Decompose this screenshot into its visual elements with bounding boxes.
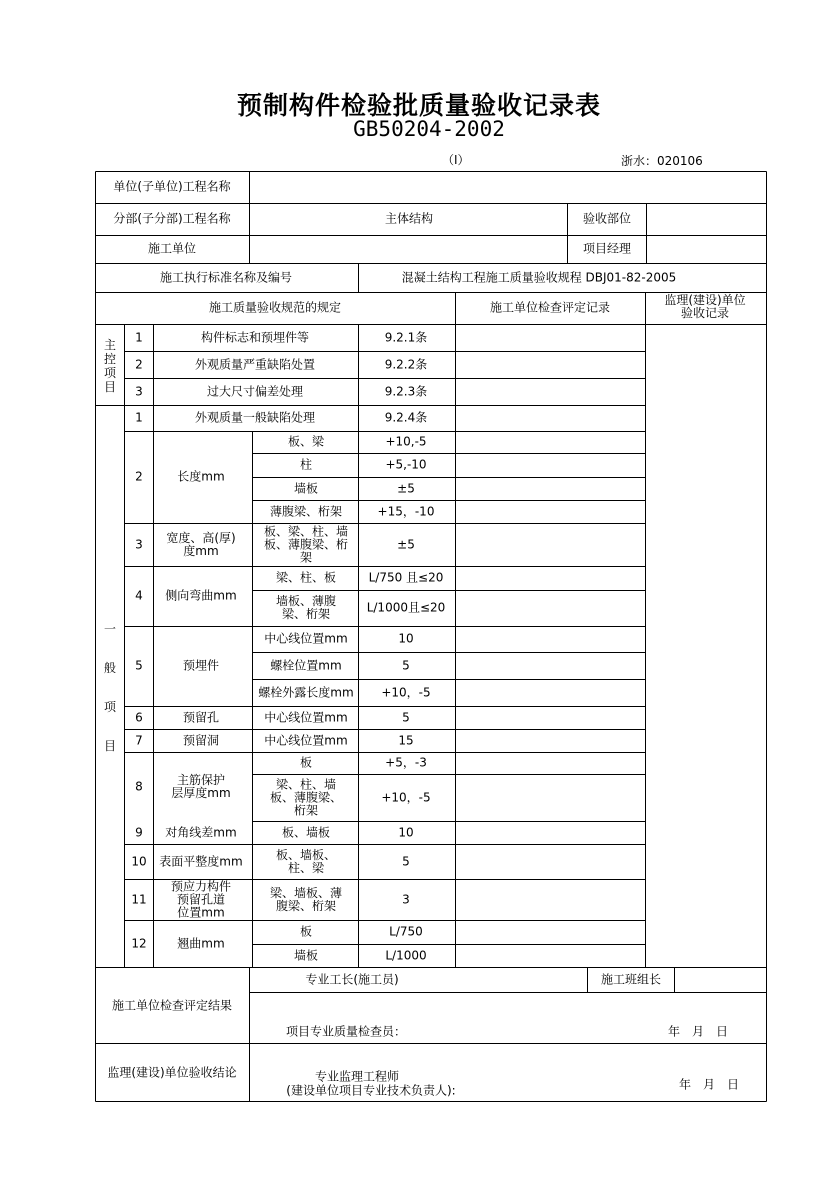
general-sub-item: 柱 [299,457,313,472]
general-item: 外观质量一般缺陷处理 [194,410,316,425]
general-item: 长度mm [177,469,225,484]
general-no: 4 [135,588,143,603]
general-no: 2 [135,469,143,484]
main-item: 过大尺寸偏差处理 [206,384,304,399]
team-leader-label: 施工班组长 [600,972,662,987]
general-item: 宽度、高(厚) 度mm [166,530,236,558]
general-no: 1 [135,410,143,425]
general-tolerance: ±5 [397,481,415,495]
sub-project-label: 分部(子分部)工程名称 [113,211,231,226]
main-no: 2 [135,357,143,372]
accept-part-label: 验收部位 [582,211,632,226]
volume-mark: （Ⅰ） [442,153,470,167]
date-2: 年 月 日 [679,1077,740,1092]
general-sub-item: 螺栓外露长度mm [258,685,354,699]
general-tolerance: 5 [402,710,410,724]
supervise-header: 监理(建设)单位 验收记录 [664,293,746,320]
standard-label: 施工执行标准名称及编号 [159,270,293,285]
general-sub-item: 薄腹梁、桁架 [269,504,343,518]
inspector-label: 项目专业质量检查员： [286,1024,407,1039]
general-item: 对角线差mm [165,825,237,839]
general-tolerance: 15 [398,733,414,747]
general-no: 5 [135,658,143,673]
project-manager-label: 项目经理 [582,241,632,256]
general-no: 11 [131,892,147,906]
check-header: 施工单位检查评定记录 [489,300,611,315]
general-no: 10 [131,854,147,868]
general-item: 主筋保护 层厚度mm [171,772,231,800]
general-item: 预留孔 [182,710,220,724]
general-sub-item: 梁、柱、墙 板、薄腹梁、 桁架 [269,777,343,817]
general-tolerance: 5 [402,658,410,672]
general-sub-item: 中心线位置mm [264,733,348,747]
general-no: 12 [131,936,147,950]
general-sub-item: 板 [299,755,313,770]
check-result-label: 施工单位检查评定结果 [111,998,233,1013]
main-ref: 9.2.3条 [384,384,428,399]
general-sub-item: 板、梁 [287,434,325,449]
main-ref: 9.2.1条 [384,330,428,345]
general-tolerance: +5，-3 [385,755,427,770]
spec-header: 施工质量验收规范的规定 [208,300,342,315]
general-item: 表面平整度mm [159,854,243,868]
main-items-label: 主控项目 [103,338,116,394]
general-tolerance: 10 [398,825,414,839]
main-no: 1 [135,330,143,345]
general-sub-item: 中心线位置mm [264,710,348,724]
general-no: 9 [135,825,143,839]
general-sub-item: 梁、柱、板 [275,570,337,585]
general-tolerance: ±5 [397,537,415,551]
general-sub-item: 墙板 [293,481,319,495]
main-item: 外观质量严重缺陷处置 [194,357,316,372]
general-no: 7 [135,733,143,747]
standard-code: GB50204-2002 [353,117,505,141]
general-sub-item: 板、墙板 [281,825,331,839]
general-tolerance: +10，-5 [381,685,431,699]
general-item: 翘曲mm [177,936,225,950]
supervise-conclusion-label: 监理(建设)单位验收结论 [107,1065,237,1080]
general-tolerance: 5 [402,854,410,868]
general-tolerance: L/750 [389,924,423,939]
general-item: 预留洞 [182,733,220,747]
general-tolerance: +15，-10 [377,504,435,518]
form-code: 浙水：020106 [621,154,703,168]
general-no: 6 [135,710,143,724]
main-item: 构件标志和预埋件等 [200,330,310,345]
general-tolerance: 10 [398,631,414,646]
form-title: 预制构件检验批质量验收记录表 [236,91,601,120]
sub-project-value: 主体结构 [384,211,434,226]
date-1: 年 月 日 [668,1024,729,1039]
main-no: 3 [135,384,143,399]
general-item: 预埋件 [182,658,220,673]
general-item: 侧向弯曲mm [165,588,237,603]
unit-name-label: 单位(子单位)工程名称 [113,179,231,194]
engineer-note: (建设单位项目专业技术负责人): [286,1083,456,1098]
standard-value: 混凝土结构工程施工质量验收规程 DBJ01-82-2005 [401,270,677,285]
general-sub-item: 墙板、薄腹 梁、桁架 [275,594,337,621]
general-sub-item: 板 [299,924,313,939]
builder-label: 施工单位 [147,241,197,256]
foreman-label: 专业工长(施工员) [305,972,399,987]
engineer-label: 专业监理工程师 [314,1069,400,1084]
general-tolerance: +5,-10 [385,457,427,472]
general-no: 8 [135,779,143,793]
main-ref: 9.2.2条 [384,357,428,372]
general-tolerance: +10，-5 [381,790,431,804]
general-sub-item: 螺栓位置mm [270,658,342,672]
general-ref: 9.2.4条 [384,410,428,425]
general-items-label: 一般项目 [103,622,116,753]
general-tolerance: L/750 且≤20 [368,570,444,585]
general-tolerance: +10,-5 [385,434,427,449]
general-sub-item: 梁、墙板、薄 腹梁、桁架 [269,885,343,913]
general-sub-item: 墙板 [293,948,319,962]
general-item: 预应力构件 预留孔道 位置mm [170,879,232,919]
general-tolerance: L/1000 [385,948,427,962]
general-sub-item: 中心线位置mm [264,631,348,646]
general-tolerance: 3 [402,892,410,906]
general-sub-item: 板、墙板、 柱、梁 [275,847,337,875]
general-tolerance: L/1000且≤20 [366,600,446,615]
general-sub-item: 板、梁、柱、墙 板、薄腹梁、桁 架 [263,524,349,564]
general-no: 3 [135,537,143,551]
